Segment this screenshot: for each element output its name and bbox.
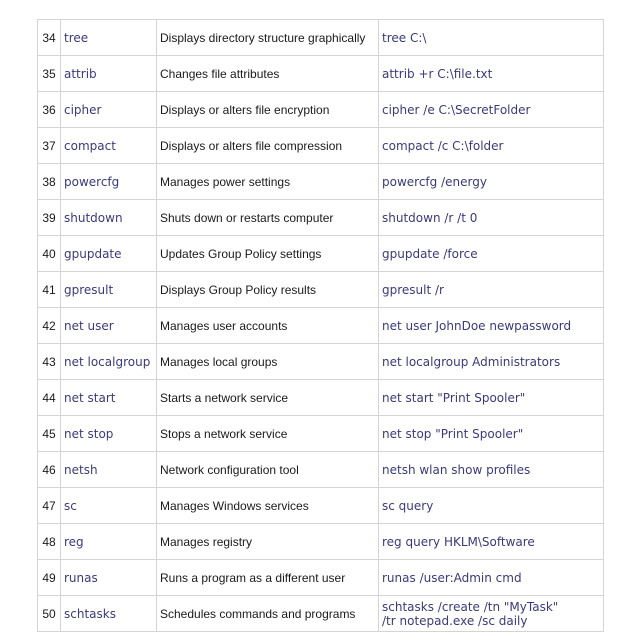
command-description: Schedules commands and programs (157, 596, 379, 632)
command-example: sc query (379, 488, 604, 524)
command-description: Displays Group Policy results (157, 272, 379, 308)
command-description: Manages Windows services (157, 488, 379, 524)
command-example: netsh wlan show profiles (379, 452, 604, 488)
command-example: net user JohnDoe newpassword (379, 308, 604, 344)
command-example: attrib +r C:\file.txt (379, 56, 604, 92)
command-name: compact (61, 128, 157, 164)
command-name: cipher (61, 92, 157, 128)
command-example: cipher /e C:\SecretFolder (379, 92, 604, 128)
commands-table (37, 19, 604, 632)
table-row (38, 452, 604, 488)
command-description: Updates Group Policy settings (157, 236, 379, 272)
command-example: tree C:\ (379, 20, 604, 56)
command-example: reg query HKLM\Software (379, 524, 604, 560)
command-description: Manages registry (157, 524, 379, 560)
command-example: net localgroup Administrators (379, 344, 604, 380)
table-row (38, 200, 604, 236)
table-row (38, 92, 604, 128)
command-description: Network configuration tool (157, 452, 379, 488)
command-description: Changes file attributes (157, 56, 379, 92)
command-name: netsh (61, 452, 157, 488)
command-name: schtasks (61, 596, 157, 632)
command-description: Manages user accounts (157, 308, 379, 344)
row-number: 35 (38, 56, 61, 92)
row-number: 34 (38, 20, 61, 56)
table-row (38, 560, 604, 596)
row-number: 48 (38, 524, 61, 560)
command-example: gpresult /r (379, 272, 604, 308)
row-number: 47 (38, 488, 61, 524)
command-description: Runs a program as a different user (157, 560, 379, 596)
command-name: gpresult (61, 272, 157, 308)
command-example: powercfg /energy (379, 164, 604, 200)
command-example: runas /user:Admin cmd (379, 560, 604, 596)
command-name: gpupdate (61, 236, 157, 272)
table-row (38, 20, 604, 56)
table-row (38, 596, 604, 632)
table-row (38, 164, 604, 200)
command-example: gpupdate /force (379, 236, 604, 272)
row-number: 49 (38, 560, 61, 596)
command-example: compact /c C:\folder (379, 128, 604, 164)
table-row (38, 272, 604, 308)
command-description: Stops a network service (157, 416, 379, 452)
command-name: runas (61, 560, 157, 596)
command-description: Starts a network service (157, 380, 379, 416)
command-example: net start "Print Spooler" (379, 380, 604, 416)
command-description: Manages local groups (157, 344, 379, 380)
command-description: Displays directory structure graphically (157, 20, 379, 56)
row-number: 50 (38, 596, 61, 632)
table-row (38, 56, 604, 92)
command-description: Displays or alters file encryption (157, 92, 379, 128)
row-number: 44 (38, 380, 61, 416)
command-name: net user (61, 308, 157, 344)
command-name: powercfg (61, 164, 157, 200)
command-name: net localgroup (61, 344, 157, 380)
command-example: net stop "Print Spooler" (379, 416, 604, 452)
table-row (38, 236, 604, 272)
command-name: net stop (61, 416, 157, 452)
commands-table-body (38, 20, 604, 632)
row-number: 45 (38, 416, 61, 452)
table-row (38, 344, 604, 380)
command-name: reg (61, 524, 157, 560)
row-number: 46 (38, 452, 61, 488)
row-number: 38 (38, 164, 61, 200)
row-number: 39 (38, 200, 61, 236)
command-name: tree (61, 20, 157, 56)
command-example: shutdown /r /t 0 (379, 200, 604, 236)
row-number: 36 (38, 92, 61, 128)
row-number: 42 (38, 308, 61, 344)
row-number: 40 (38, 236, 61, 272)
command-description: Manages power settings (157, 164, 379, 200)
table-row (38, 308, 604, 344)
table-row (38, 380, 604, 416)
command-description: Displays or alters file compression (157, 128, 379, 164)
command-name: shutdown (61, 200, 157, 236)
table-row (38, 524, 604, 560)
row-number: 41 (38, 272, 61, 308)
row-number: 37 (38, 128, 61, 164)
command-description: Shuts down or restarts computer (157, 200, 379, 236)
row-number: 43 (38, 344, 61, 380)
command-name: sc (61, 488, 157, 524)
table-row (38, 488, 604, 524)
table-row (38, 128, 604, 164)
command-name: net start (61, 380, 157, 416)
command-name: attrib (61, 56, 157, 92)
table-row (38, 416, 604, 452)
command-example: schtasks /create /tn "MyTask" /tr notepad.exe /sc daily (379, 596, 604, 632)
